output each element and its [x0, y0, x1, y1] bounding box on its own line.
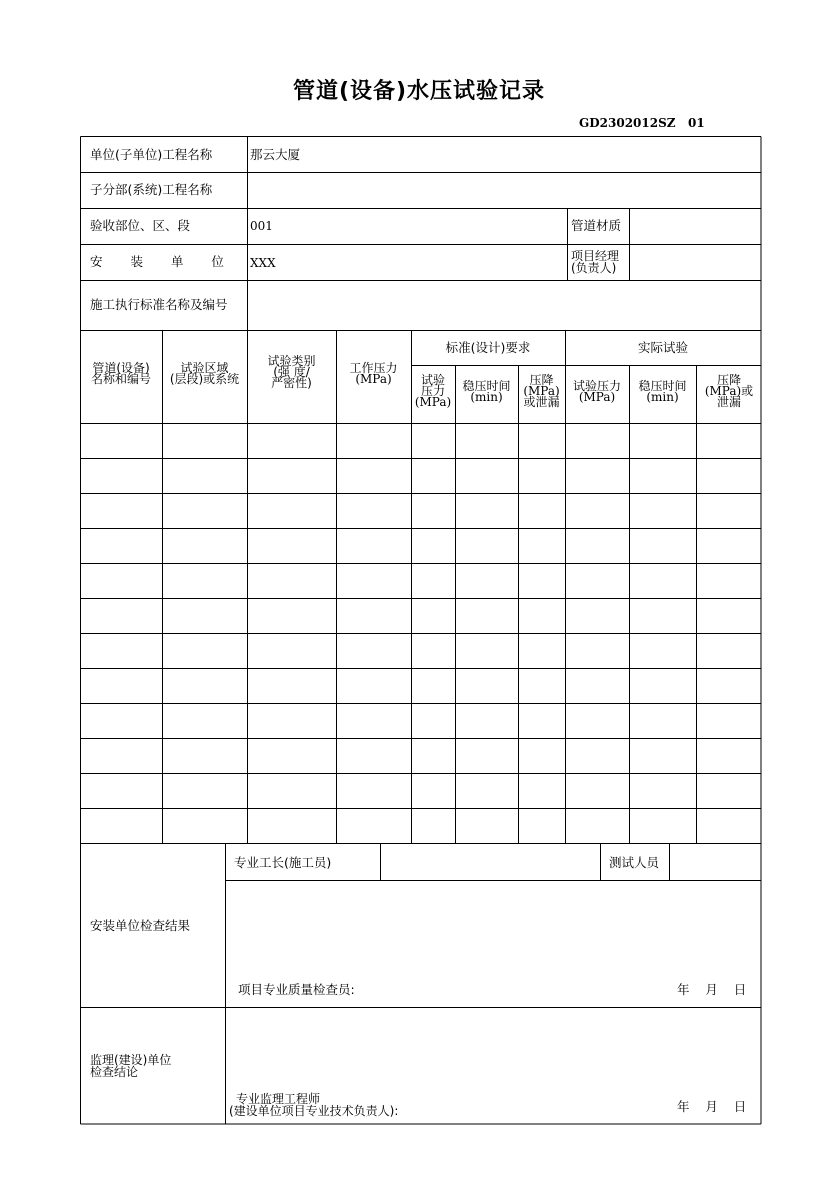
tester-label: 测试人员 — [609, 855, 660, 870]
header-std-pressure-drop: 压降 (MPa) 或泄漏 — [523, 373, 560, 409]
header-act-pressure-drop: 压降 (MPa)或 泄漏 — [704, 373, 754, 409]
install-unit-value[interactable]: XXX — [250, 256, 276, 270]
acceptance-part-label: 验收部位、区、段 — [90, 218, 191, 233]
project-manager-label: 项目经理 (负责人) — [571, 249, 620, 275]
page-title: 管道(设备)水压试验记录 — [292, 79, 546, 104]
supervision-date: 年 月 日 — [677, 1099, 747, 1114]
supervision-engineer-label: 专业监理工程师 (建设单位项目专业技术负责人): — [229, 1092, 399, 1118]
supervision-label: 监理(建设)单位 检查结论 — [90, 1053, 172, 1079]
header-std-test-pressure: 试验 压力 (MPa) — [414, 373, 452, 409]
header-std-hold-time: 稳压时间 (min) — [462, 379, 511, 404]
header-test-area: 试验区域 (层段)或系统 — [169, 361, 240, 386]
header-standard-requirement: 标准(设计)要求 — [445, 340, 531, 355]
install-check-date: 年 月 日 — [677, 982, 747, 997]
quality-inspector-label: 项目专业质量检查员: — [238, 982, 355, 997]
acceptance-part-value[interactable]: 001 — [250, 219, 273, 233]
header-test-type: 试验类别 (强 度/ 严密性) — [267, 354, 316, 390]
foreman-label: 专业工长(施工员) — [234, 855, 332, 870]
unit-name-label: 单位(子单位)工程名称 — [90, 147, 213, 162]
unit-name-value[interactable]: 那云大厦 — [250, 147, 301, 162]
install-unit-label: 安 装 单 位 — [90, 254, 236, 269]
subsection-name-label: 子分部(系统)工程名称 — [90, 182, 213, 197]
header-act-test-pressure: 试验压力 (MPa) — [572, 379, 621, 404]
construction-standard-label: 施工执行标准名称及编号 — [90, 297, 228, 312]
install-check-label: 安装单位检查结果 — [90, 918, 191, 933]
header-working-pressure: 工作压力 (MPa) — [349, 361, 398, 386]
record-form — [80, 136, 762, 1125]
header-act-hold-time: 稳压时间 (min) — [638, 379, 687, 404]
pipe-material-label: 管道材质 — [571, 218, 622, 233]
header-pipe-name: 管道(设备) 名称和编号 — [90, 361, 151, 386]
document-code: GD2302012SZ 01 — [579, 116, 705, 130]
form-grid-lines — [80, 136, 762, 1125]
header-actual-test: 实际试验 — [637, 340, 688, 355]
